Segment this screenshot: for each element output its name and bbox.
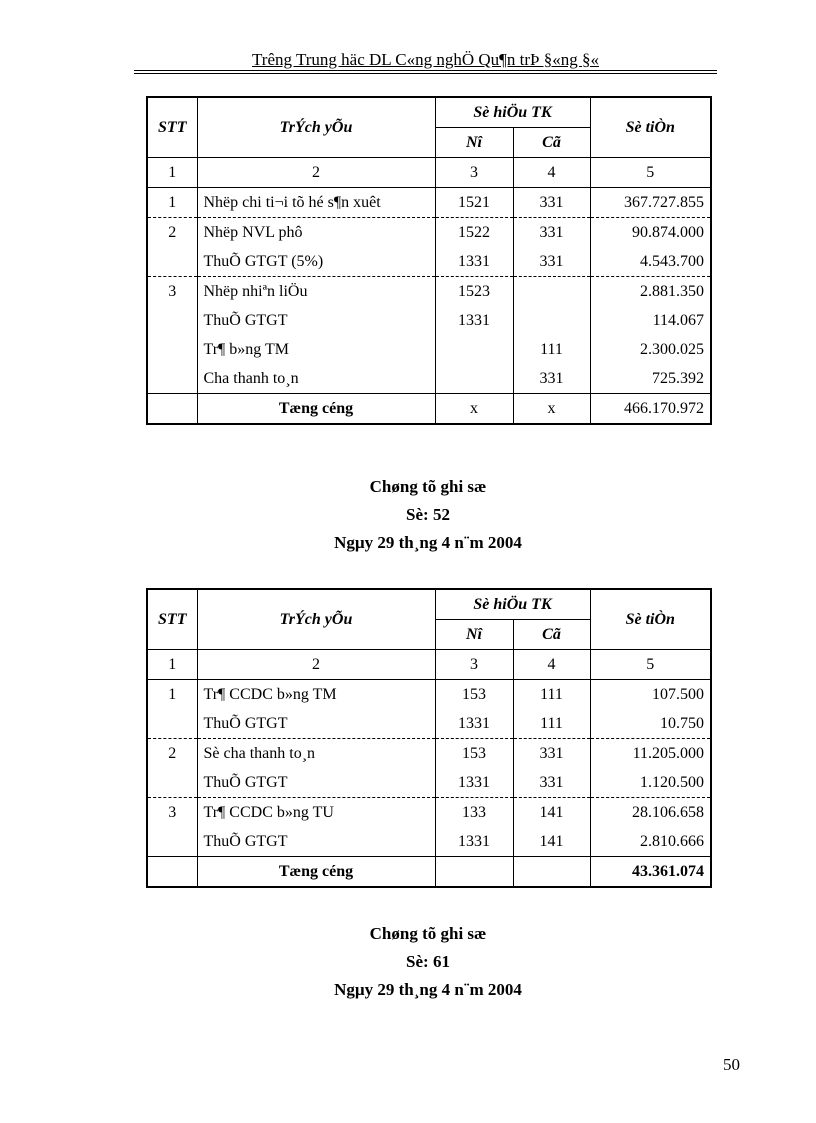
table-row (147, 247, 711, 277)
row-description: Nhëp chi ti¬i tõ hé s¶n xuêt (197, 188, 435, 218)
row-amount: 2.810.666 (590, 827, 711, 857)
header-debit: Nî (435, 128, 513, 158)
table-row (147, 306, 711, 335)
total-amount: 466.170.972 (590, 394, 711, 425)
col-number: 1 (147, 650, 197, 680)
total-stt (147, 857, 197, 888)
row-credit (513, 277, 590, 307)
row-amount: 90.874.000 (590, 218, 711, 248)
row-debit: 133 (435, 798, 513, 828)
row-credit: 141 (513, 798, 590, 828)
table-row (147, 739, 711, 769)
page-header (134, 50, 717, 70)
row-credit: 331 (513, 188, 590, 218)
row-debit: 1331 (435, 768, 513, 798)
total-credit: x (513, 394, 590, 425)
header-account-group: Sè hiÖu TK (435, 589, 590, 620)
total-row (147, 394, 711, 425)
column-number-row (147, 650, 711, 680)
header-debit: Nî (435, 620, 513, 650)
row-credit: 331 (513, 364, 590, 394)
table-row (147, 188, 711, 218)
ledger-table-1 (146, 96, 712, 425)
row-debit: 153 (435, 739, 513, 769)
header-amount: Sè tiÒn (590, 589, 711, 650)
voucher-caption-1 (146, 473, 710, 557)
row-description: ThuÕ GTGT (197, 306, 435, 335)
row-description: Nhëp nhiªn liÖu (197, 277, 435, 307)
row-stt (147, 335, 197, 364)
total-stt (147, 394, 197, 425)
row-credit: 141 (513, 827, 590, 857)
row-stt (147, 827, 197, 857)
column-number-row (147, 158, 711, 188)
row-debit: 1331 (435, 709, 513, 739)
row-debit: 1331 (435, 827, 513, 857)
row-stt (147, 306, 197, 335)
total-row (147, 857, 711, 888)
table-row (147, 335, 711, 364)
row-credit: 331 (513, 768, 590, 798)
row-stt (147, 247, 197, 277)
col-number: 1 (147, 158, 197, 188)
row-credit: 331 (513, 218, 590, 248)
col-number: 4 (513, 158, 590, 188)
caption-date: Ngµy 29 th¸ng 4 n¨m 2004 (334, 980, 522, 999)
row-stt (147, 709, 197, 739)
row-amount: 11.205.000 (590, 739, 711, 769)
row-amount: 2.881.350 (590, 277, 711, 307)
total-credit (513, 857, 590, 888)
caption-number: Sè: 52 (406, 505, 450, 524)
row-amount: 4.543.700 (590, 247, 711, 277)
total-amount: 43.361.074 (590, 857, 711, 888)
table-row (147, 680, 711, 710)
row-amount: 28.106.658 (590, 798, 711, 828)
header-rule-bottom (134, 73, 717, 74)
row-description: ThuÕ GTGT (197, 768, 435, 798)
header-stt: STT (158, 610, 187, 628)
row-description: Sè cha thanh to¸n (197, 739, 435, 769)
row-description: ThuÕ GTGT (197, 827, 435, 857)
row-stt: 1 (168, 193, 177, 211)
row-debit: 1522 (435, 218, 513, 248)
caption-number: Sè: 61 (406, 952, 450, 971)
col-number: 2 (197, 158, 435, 188)
row-description: Tr¶ CCDC b»ng TU (197, 798, 435, 828)
total-label: Tæng céng (197, 857, 435, 888)
row-description: Cha thanh to¸n (197, 364, 435, 394)
row-credit: 331 (513, 247, 590, 277)
header-description: TrÝch yÕu (197, 589, 435, 650)
row-debit: 1331 (435, 247, 513, 277)
col-number: 5 (590, 158, 711, 188)
header-title: Trêng Trung häc DL C«ng nghÖ Qu¶n trÞ §«ng §« (252, 50, 599, 69)
row-amount: 2.300.025 (590, 335, 711, 364)
row-amount: 367.727.855 (590, 188, 711, 218)
row-credit (513, 306, 590, 335)
col-number: 2 (197, 650, 435, 680)
header-credit: Cã (513, 620, 590, 650)
table-row (147, 827, 711, 857)
table-row (147, 798, 711, 828)
row-debit: 153 (435, 680, 513, 710)
voucher-caption-2 (146, 920, 710, 1004)
caption-date: Ngµy 29 th¸ng 4 n¨m 2004 (334, 533, 522, 552)
table-row (147, 768, 711, 798)
col-number: 3 (435, 650, 513, 680)
row-description: Tr¶ b»ng TM (197, 335, 435, 364)
row-amount: 114.067 (590, 306, 711, 335)
table-row (147, 218, 711, 248)
row-stt: 2 (147, 218, 197, 248)
header-amount: Sè tiÒn (590, 97, 711, 158)
table-row (147, 277, 711, 307)
total-debit: x (435, 394, 513, 425)
row-debit (435, 335, 513, 364)
row-debit: 1521 (435, 188, 513, 218)
col-number: 3 (435, 158, 513, 188)
row-debit: 1331 (435, 306, 513, 335)
table-row (147, 364, 711, 394)
header-credit: Cã (513, 128, 590, 158)
row-debit (435, 364, 513, 394)
col-number: 5 (590, 650, 711, 680)
row-description: Nhëp NVL phô (197, 218, 435, 248)
row-description: ThuÕ GTGT (197, 709, 435, 739)
row-description: Tr¶ CCDC b»ng TM (197, 680, 435, 710)
row-credit: 111 (513, 680, 590, 710)
page-number: 50 (723, 1055, 740, 1074)
row-credit: 111 (513, 709, 590, 739)
header-stt: STT (158, 118, 187, 136)
row-amount: 1.120.500 (590, 768, 711, 798)
row-stt: 1 (168, 685, 177, 703)
ledger-table-2 (146, 588, 712, 888)
total-label: Tæng céng (197, 394, 435, 425)
row-stt: 2 (147, 739, 197, 769)
row-amount: 725.392 (590, 364, 711, 394)
row-credit: 111 (513, 335, 590, 364)
row-amount: 107.500 (590, 680, 711, 710)
row-stt (147, 364, 197, 394)
total-debit (435, 857, 513, 888)
col-number: 4 (513, 650, 590, 680)
header-rule-top (134, 70, 717, 71)
row-stt: 3 (147, 277, 197, 307)
caption-title: Chøng tõ ghi sæ (369, 477, 487, 496)
row-debit: 1523 (435, 277, 513, 307)
row-stt: 3 (147, 798, 197, 828)
row-description: ThuÕ GTGT (5%) (197, 247, 435, 277)
table-row (147, 709, 711, 739)
header-account-group: Sè hiÖu TK (435, 97, 590, 128)
header-description: TrÝch yÕu (197, 97, 435, 158)
row-stt (147, 768, 197, 798)
caption-title: Chøng tõ ghi sæ (369, 924, 487, 943)
row-credit: 331 (513, 739, 590, 769)
row-amount: 10.750 (590, 709, 711, 739)
